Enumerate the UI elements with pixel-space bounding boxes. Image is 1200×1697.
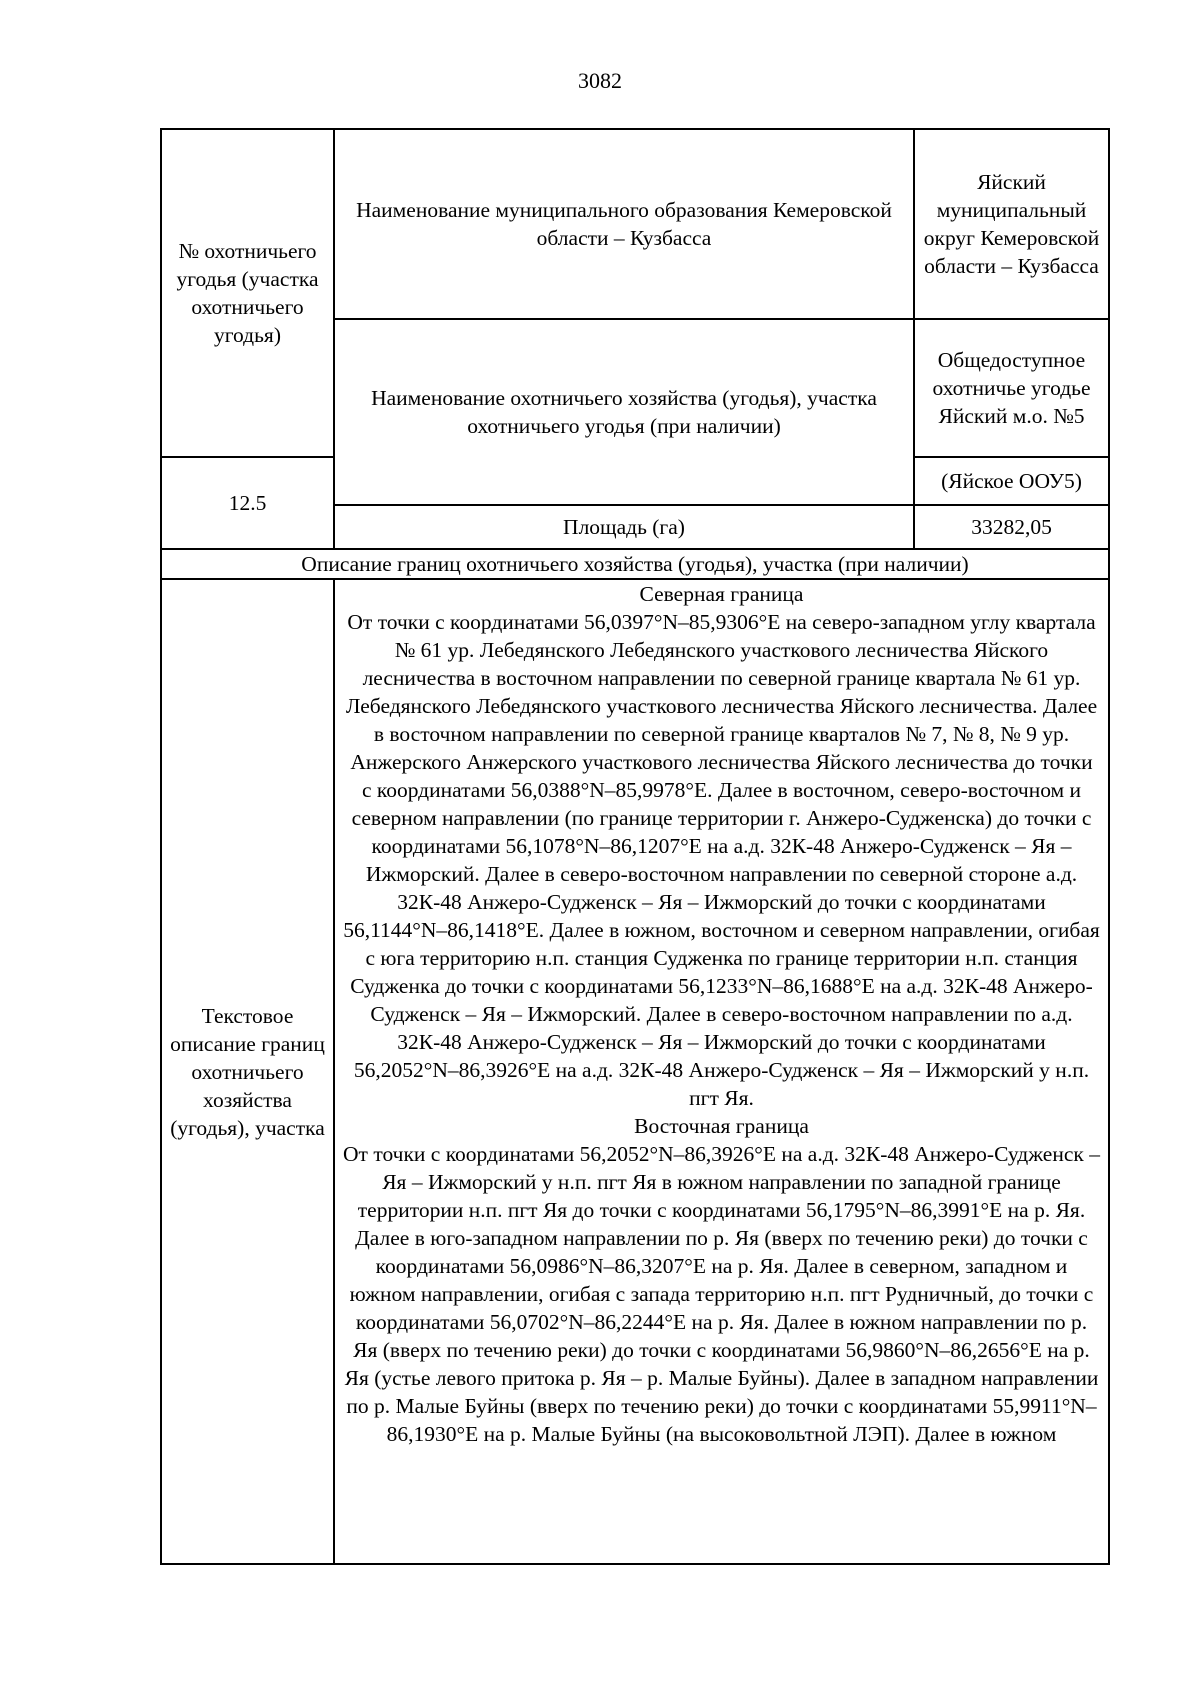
hunting-short: (Яйское ООУ5) (914, 457, 1109, 505)
north-boundary-text: От точки с координатами 56,0397°N–85,9306°E на северо-западном углу квартала № 61 ур. Лебедянского Лебедянского участкового лесничества Яйского лесничества в восточном направлении по северной границе квартала № 61 ур. Лебедянского Лебедянского участкового лесничества Яйского лесничества. Далее в восточном направлении по северной границе кварталов № 7, № 8, № 9 ур. Анжерского Анжерского участкового лесничества Яйского лесничества до точки с координатами 56,0388°N–85,9978°E. Далее в восточном, северо-восточном и северном направлении (по границе территории г. Анжеро-Судженска) до точки с координатами 56,1078°N–86,1207°E на а.д. 32К-48 Анжеро-Судженск – Яя – Ижморский. Далее в северо-восточном направлении по северной стороне а.д. 32К-48 Анжеро-Судженск – Яя – Ижморский до точки с координатами 56,1144°N–86,1418°E. Далее в южном, восточном и северном направлении, огибая с юга территорию н.п. станция Судженка по границе территории н.п. станция Судженка до точки с координатами 56,1233°N–86,1688°E на а.д. 32К-48 Анжеро-Судженск – Яя – Ижморский. Далее в северо-восточном направлении по а.д. 32К-48 Анжеро-Судженск – Яя – Ижморский до точки с координатами 56,2052°N–86,3926°E на а.д. 32К-48 Анжеро-Судженск – Яя – Ижморский у н.п. пгт Яя. (343, 610, 1100, 1110)
hunting-ground-table (160, 128, 1110, 1565)
municipality-value: Яйский муниципальный округ Кемеровской области – Кузбасса (914, 129, 1109, 319)
area-label: Площадь (га) (334, 505, 914, 549)
hunting-label: Наименование охотничьего хозяйства (угодья), участка охотничьего угодья (при наличии) (334, 319, 914, 505)
east-boundary-text: От точки с координатами 56,2052°N–86,3926°E на а.д. 32К-48 Анжеро-Судженск – Яя – Ижморский у н.п. пгт Яя в южном направлении по западной границе территории н.п. пгт Яя до точки с координатами 56,1795°N–86,3991°E на р. Яя. Далее в юго-западном направлении по р. Яя (вверх по течению реки) до точки с координатами 56,0986°N–86,3207°E на р. Яя. Далее в северном, западном и южном направлении, огибая с запада территорию н.п. пгт Рудничный, до точки с координатами 56,0702°N–86,2244°E на р. Яя. Далее в южном направлении по р. Яя (вверх по течению реки) до точки с координатами 56,9860°N–86,2656°E на р. Яя (устье левого притока р. Яя – р. Малые Буйны). Далее в западном направлении по р. Малые Буйны (вверх по течению реки) до точки с координатами 55,9911°N–86,1930°E на р. Малые Буйны (на высоковольтной ЛЭП). Далее в южном (343, 1142, 1100, 1446)
area-value: 33282,05 (914, 505, 1109, 549)
municipality-label: Наименование муниципального образования Кемеровской области – Кузбасса (334, 129, 914, 319)
page-number: 3082 (578, 68, 622, 93)
hunting-value: Общедоступное охотничье угодье Яйский м.о. №5 (914, 319, 1109, 457)
number-label: № охотничьего угодья (участка охотничьего угодья) (161, 129, 334, 457)
text-description-label: Текстовое описание границ охотничьего хозяйства (угодья), участка (161, 579, 334, 1564)
north-boundary-title: Северная граница (639, 582, 804, 606)
number-value: 12.5 (161, 457, 334, 549)
boundary-description (334, 579, 1109, 1564)
boundaries-header: Описание границ охотничьего хозяйства (угодья), участка (при наличии) (161, 549, 1109, 579)
east-boundary-title: Восточная граница (634, 1114, 809, 1138)
